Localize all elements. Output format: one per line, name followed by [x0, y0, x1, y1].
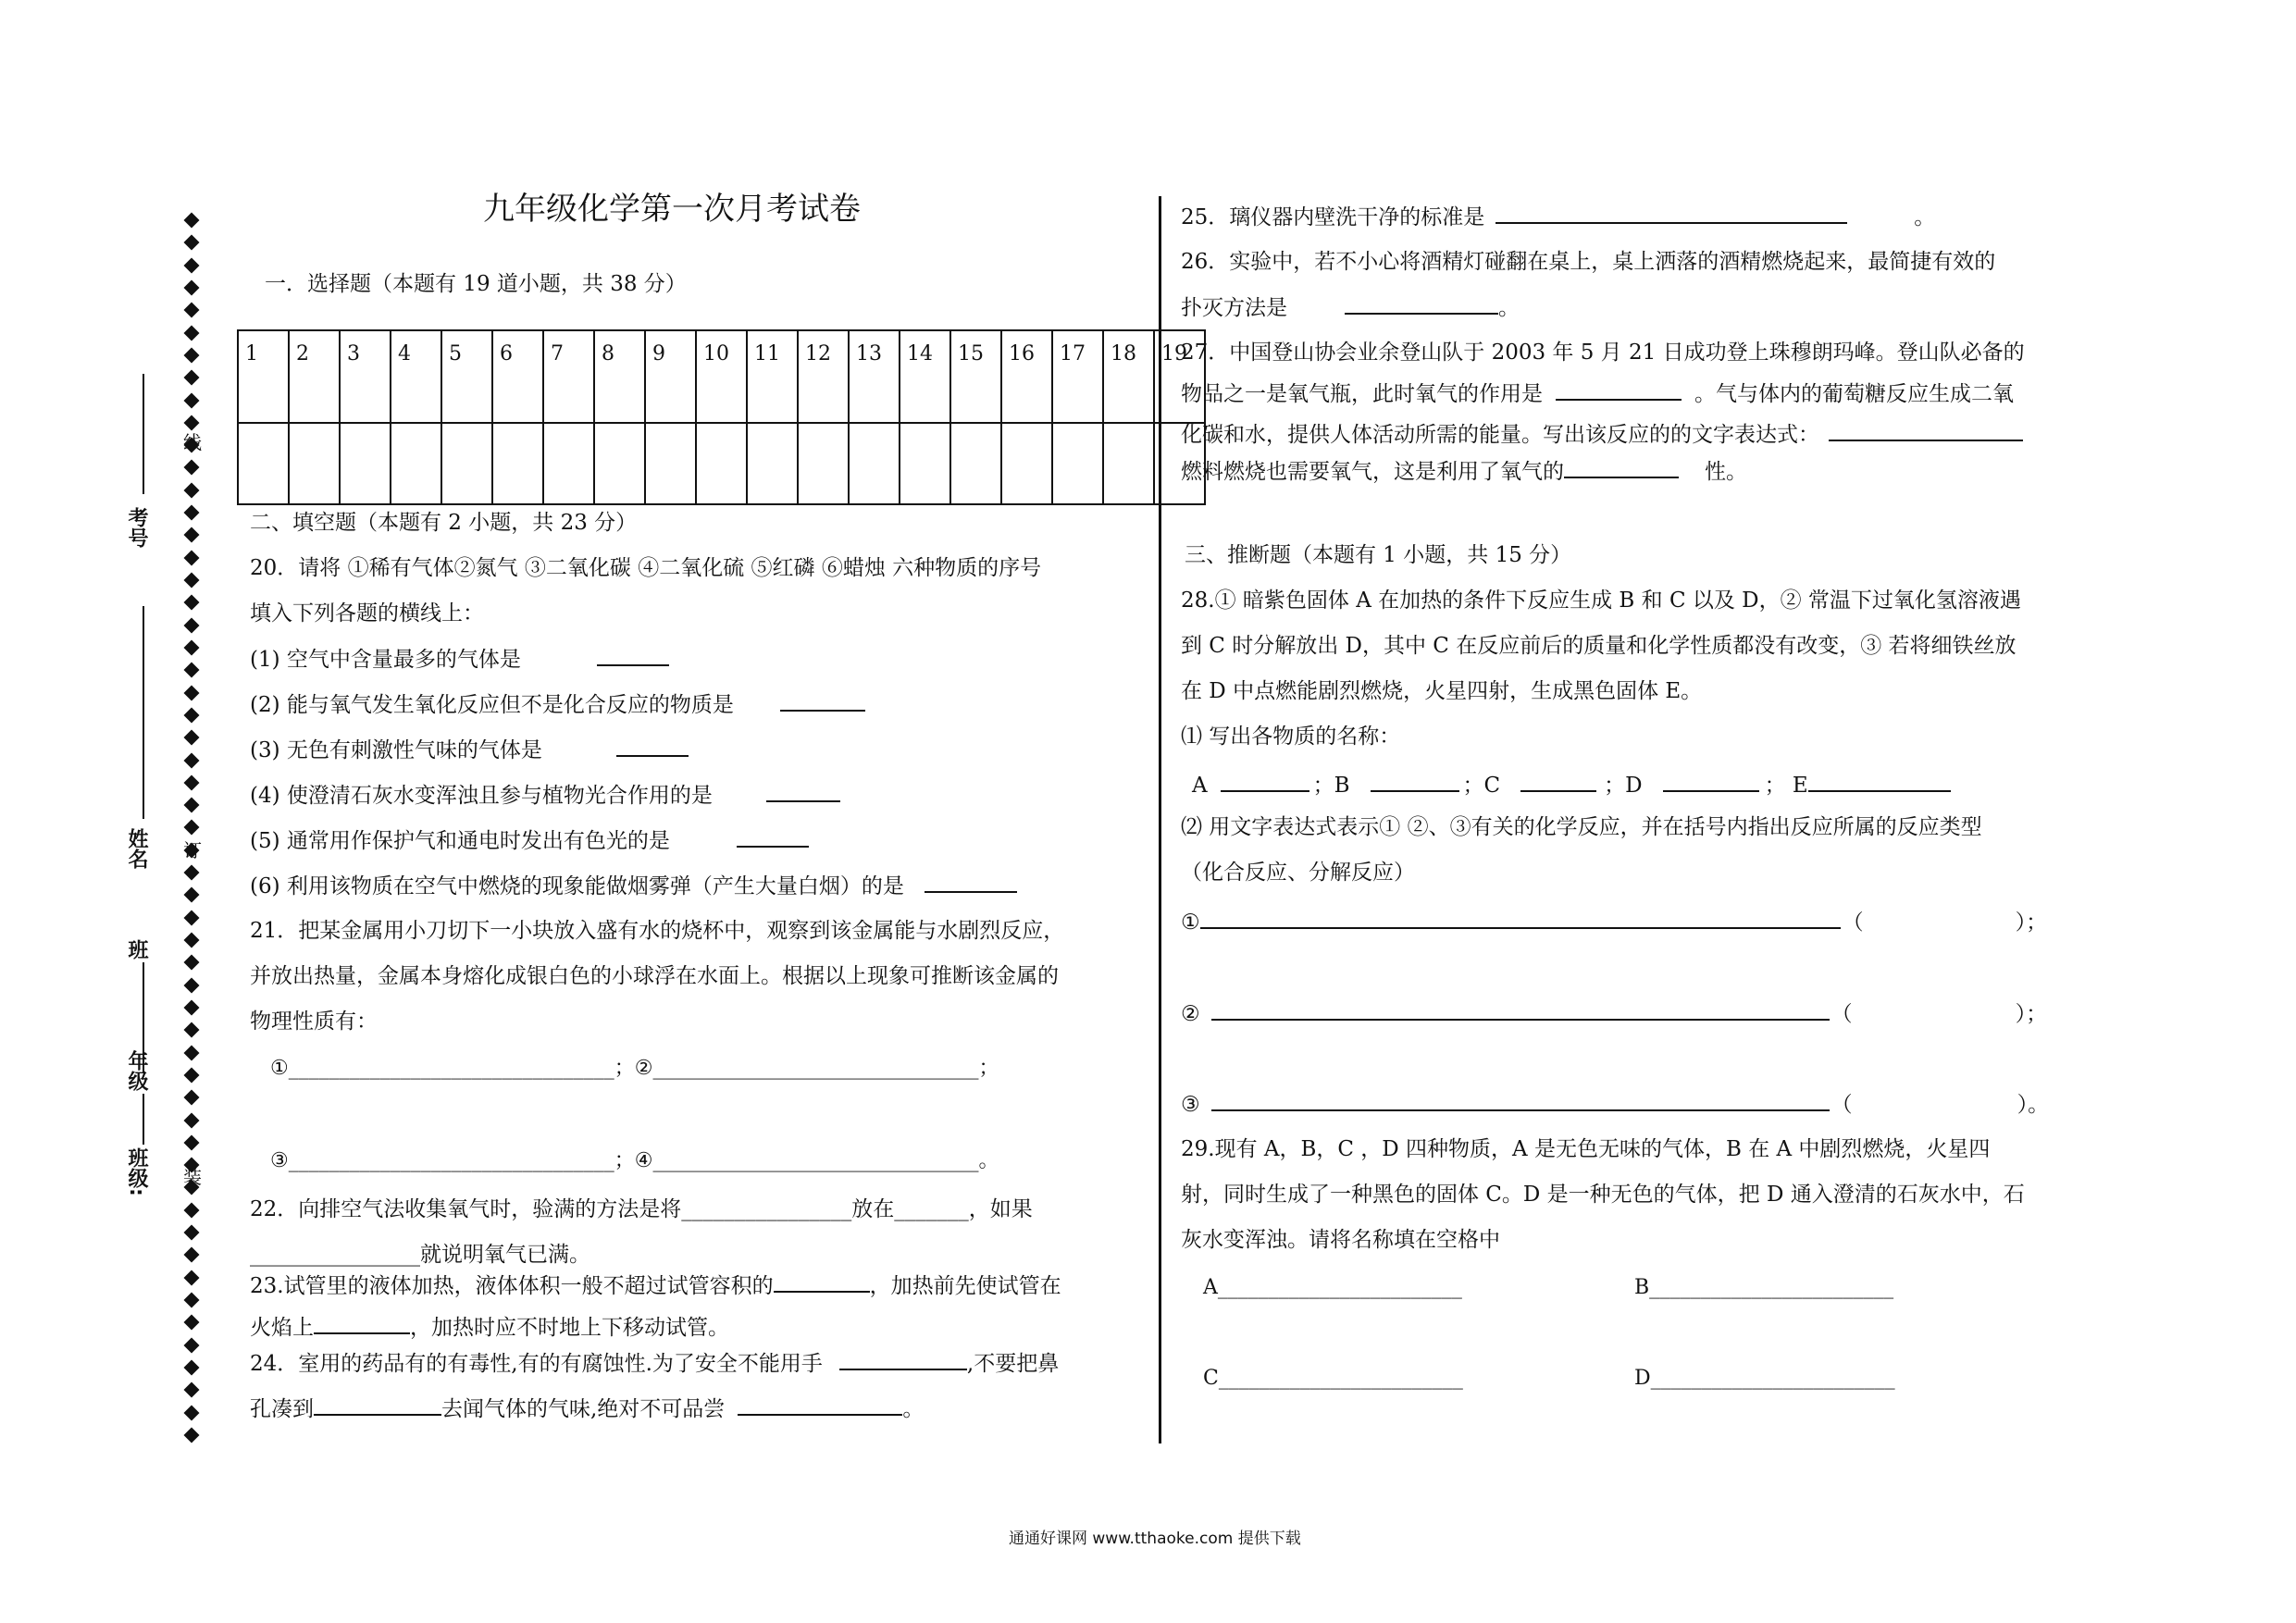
diamond-mark: [184, 303, 200, 318]
grid-number-cell: 9: [645, 330, 696, 423]
q28-line1: 28.① 暗紫色固体 A 在加热的条件下反应生成 B 和 C 以及 D，② 常温下过氧化氢溶液遇: [1181, 588, 2021, 613]
answer-blank[interactable]: [597, 642, 669, 666]
diamond-mark: [184, 279, 200, 295]
diamond-mark: [184, 933, 200, 948]
diamond-mark: [184, 1225, 200, 1241]
grid-number-cell: 6: [492, 330, 543, 423]
diamond-mark: [184, 1202, 200, 1218]
q20-item3: (3) 无色有刺激性气味的气体是: [250, 733, 689, 767]
q21-line1: 21．把某金属用小刀切下一小块放入盛有水的烧杯中，观察到该金属能与水剧烈反应，: [250, 919, 1065, 943]
q28-line3: 在 D 中点燃能剧烈燃烧，火星四射，生成黑色固体 E。: [1181, 679, 1703, 703]
grid-answer-cell[interactable]: [747, 423, 798, 504]
grid-number-cell: 13: [849, 330, 900, 423]
diamond-mark: [184, 1405, 200, 1420]
ban-ji-label: 班级:: [125, 1147, 148, 1196]
q20-line2: 填入下列各题的横线上：: [250, 601, 484, 626]
diamond-mark: [184, 1090, 200, 1106]
grid-number-cell: 19: [1154, 330, 1205, 423]
diamond-mark: [184, 910, 200, 925]
grid-number-cell: 4: [391, 330, 441, 423]
diamond-mark: [184, 235, 200, 251]
diamond-mark: [184, 527, 200, 543]
diamond-mark: [184, 505, 200, 521]
section3-heading: 三、推断题（本题有 1 小题，共 15 分）: [1185, 543, 1572, 567]
answer-blank-b[interactable]: [1371, 768, 1459, 792]
grid-number-cell: 10: [696, 330, 747, 423]
answer-blank[interactable]: [766, 778, 840, 802]
diamond-mark: [184, 887, 200, 903]
grid-number-cell: 5: [441, 330, 492, 423]
grid-answer-cell[interactable]: [798, 423, 849, 504]
q27-line2: 物品之一是氧气瓶，此时氧气的作用是 。气与体内的葡萄糖反应生成二氧: [1181, 377, 2014, 411]
answer-blank-c[interactable]: [1520, 768, 1596, 792]
binding-diamond-border: [181, 215, 202, 1441]
q21-line2: 并放出热量，金属本身熔化成银白色的小球浮在水面上。根据以上现象可推断该金属的: [250, 964, 1059, 988]
diamond-mark: [184, 865, 200, 881]
diamond-mark: [184, 1022, 200, 1038]
grid-number-cell: 18: [1103, 330, 1154, 423]
column-divider: [1159, 196, 1161, 1443]
q29-line1: 29.现有 A，B，C ，D 四种物质，A 是无色无味的气体，B 在 A 中剧烈燃烧，火星四: [1181, 1137, 1991, 1161]
answer-blank[interactable]: [1829, 417, 2023, 441]
grid-answer-cell[interactable]: [441, 423, 492, 504]
diamond-mark: [184, 1134, 200, 1150]
q29-line2: 射，同时生成了一种黑色的固体 C。D 是一种无色的气体，把 D 通入澄清的石灰水中，石: [1181, 1183, 2025, 1207]
name-line: [143, 606, 144, 819]
answer-blank[interactable]: [616, 733, 689, 757]
diamond-mark: [184, 573, 200, 588]
diamond-mark: [184, 663, 200, 678]
grid-number-cell: 8: [594, 330, 645, 423]
diamond-mark: [184, 617, 200, 633]
diamond-mark: [184, 707, 200, 723]
diamond-mark: [184, 1112, 200, 1128]
q29-answer-a: A________________________: [1203, 1276, 1462, 1299]
q20-item2: (2) 能与氧气发生氧化反应但不是化合反应的物质是: [250, 688, 865, 722]
answer-blank[interactable]: [839, 1346, 967, 1370]
diamond-mark: [184, 1270, 200, 1285]
q20-item5: (5) 通常用作保护气和通电时发出有色光的是: [250, 824, 809, 858]
answer-blank[interactable]: [1345, 291, 1498, 315]
grade-label: 年级: [125, 1050, 148, 1091]
diamond-mark: [184, 977, 200, 993]
diamond-mark: [184, 1359, 200, 1375]
q28-sub1: ⑴ 写出各物质的名称：: [1181, 725, 1401, 749]
answer-blank[interactable]: [1564, 454, 1679, 478]
diamond-mark: [184, 595, 200, 611]
answer-blank[interactable]: [1211, 1087, 1830, 1111]
diamond-mark: [184, 1382, 200, 1398]
diamond-mark: [184, 774, 200, 790]
q26-line2: 扑灭方法是 。: [1181, 291, 1520, 325]
q21-line3: 物理性质有：: [250, 1010, 378, 1034]
answer-blank[interactable]: [774, 1269, 870, 1293]
grid-answer-cell[interactable]: [289, 423, 340, 504]
diamond-mark: [184, 639, 200, 655]
grid-answer-cell[interactable]: [594, 423, 645, 504]
q28-names-row: A ；B ；C ；D ； E: [1192, 768, 1951, 802]
q28-reaction1: ① （ ）；: [1181, 905, 2047, 939]
diamond-mark: [184, 1427, 200, 1443]
grid-number-cell: 14: [900, 330, 950, 423]
grid-number-cell: 3: [340, 330, 391, 423]
diamond-mark: [184, 820, 200, 836]
page-title: 九年级化学第一次月考试卷: [483, 191, 861, 228]
grid-answer-cell[interactable]: [900, 423, 950, 504]
answer-blank-e[interactable]: [1808, 768, 1951, 792]
diamond-mark: [184, 1337, 200, 1353]
answer-blank[interactable]: [1556, 377, 1682, 401]
answer-blank[interactable]: [1496, 200, 1847, 224]
answer-blank[interactable]: [1211, 997, 1830, 1021]
grid-number-cell: 1: [238, 330, 289, 423]
answer-blank[interactable]: [780, 688, 865, 712]
q22-line2: ________________就说明氧气已满。: [250, 1243, 590, 1267]
diamond-mark: [184, 460, 200, 476]
exam-no-line: [143, 374, 144, 494]
diamond-mark: [184, 550, 200, 565]
section1-heading: 一．选择题（本题有 19 道小题，共 38 分）: [265, 272, 687, 296]
q28-line2: 到 C 时分解放出 D，其中 C 在反应前后的质量和化学性质都没有改变，③ 若将细铁丝放: [1181, 634, 2017, 658]
answer-blank[interactable]: [1200, 905, 1841, 929]
grid-number-cell: 2: [289, 330, 340, 423]
diamond-mark: [184, 482, 200, 498]
grid-answer-cell[interactable]: [1103, 423, 1154, 504]
q29-answer-d: D________________________: [1634, 1367, 1895, 1390]
grid-answer-cell[interactable]: [849, 423, 900, 504]
diamond-mark: [184, 798, 200, 813]
diamond-mark: [184, 392, 200, 408]
grid-answer-cell[interactable]: [238, 423, 289, 504]
diamond-mark: [184, 1045, 200, 1060]
q24-line2: 孔凑到 去闻气体的气味,绝对不可品尝 。: [250, 1392, 924, 1426]
grid-number-cell: 16: [1001, 330, 1052, 423]
q24-line1: 24．室用的药品有的有毒性,有的有腐蚀性.为了安全不能用手 ,不要把鼻: [250, 1346, 1059, 1381]
exam-no-label: 考号: [125, 507, 148, 548]
q29-line3: 灰水变浑浊。请将名称填在空格中: [1181, 1228, 1500, 1252]
grid-answer-cell[interactable]: [391, 423, 441, 504]
q27-line1: 27．中国登山协会业余登山队于 2003 年 5 月 21 日成功登上珠穆朗玛峰。登山队必备的: [1181, 341, 2025, 365]
diamond-mark: [184, 347, 200, 363]
diamond-mark: [184, 1067, 200, 1083]
diamond-mark: [184, 1315, 200, 1331]
grid-answer-cell[interactable]: [340, 423, 391, 504]
binding-char-zhuang: 装: [183, 1166, 202, 1188]
grid-number-cell: 7: [543, 330, 594, 423]
answer-blank[interactable]: [925, 869, 1017, 893]
class-label: 班: [125, 939, 148, 960]
grid-answer-cell[interactable]: [1001, 423, 1052, 504]
diamond-mark: [184, 685, 200, 700]
grid-number-cell: 11: [747, 330, 798, 423]
grid-answer-cell[interactable]: [1052, 423, 1103, 504]
grid-answer-cell[interactable]: [543, 423, 594, 504]
section2-heading: 二、填空题（本题有 2 小题，共 23 分）: [250, 511, 638, 535]
diamond-mark: [184, 1293, 200, 1308]
diamond-mark: [184, 257, 200, 273]
q21-answers-b: ③________________________________；④________________________________。: [270, 1149, 999, 1172]
q20-item4: (4) 使澄清石灰水变浑浊且参与植物光合作用的是: [250, 778, 840, 812]
q27-line3: 化碳和水，提供人体活动所需的能量。写出该反应的的文字表达式：: [1181, 417, 2023, 452]
q28-sub2b: （化合反应、分解反应）: [1181, 861, 1415, 885]
q29-answer-c: C________________________: [1203, 1367, 1463, 1390]
grid-number-cell: 17: [1052, 330, 1103, 423]
q20-item6: (6) 利用该物质在空气中燃烧的现象能做烟雾弹（产生大量白烟）的是: [250, 869, 1017, 903]
answer-blank[interactable]: [314, 1392, 441, 1416]
q29-answer-b: B________________________: [1634, 1276, 1894, 1299]
grid-answer-cell[interactable]: [645, 423, 696, 504]
grid-answer-cell[interactable]: [950, 423, 1001, 504]
binding-char-ding: 订: [183, 839, 202, 861]
name-label: 姓名: [125, 828, 148, 869]
q23-line2: 火焰上 ，加热时应不时地上下移动试管。: [250, 1310, 729, 1344]
diamond-mark: [184, 325, 200, 341]
grid-answer-cell[interactable]: [492, 423, 543, 504]
q20-item1: (1) 空气中含量最多的气体是: [250, 642, 669, 676]
answer-blank[interactable]: [738, 1392, 902, 1416]
answer-blank[interactable]: [737, 824, 809, 848]
q26-line1: 26．实验中，若不小心将酒精灯碰翻在桌上，桌上洒落的酒精燃烧起来，最简捷有效的: [1181, 250, 1996, 274]
answer-blank-a[interactable]: [1221, 768, 1309, 792]
q28-sub2: ⑵ 用文字表达式表示① ②、③有关的化学反应，并在括号内指出反应所属的反应类型: [1181, 815, 1982, 839]
q22-line1: 22．向排空气法收集氧气时，验满的方法是将________________放在_______，如果: [250, 1197, 1033, 1221]
grid-answer-cell[interactable]: [696, 423, 747, 504]
grid-number-cell: 12: [798, 330, 849, 423]
diamond-mark: [184, 999, 200, 1015]
q25: 25．璃仪器内壁洗干净的标准是 。: [1181, 200, 1935, 234]
diamond-mark: [184, 1247, 200, 1263]
q23-line1: 23.试管里的液体加热，液体体积一般不超过试管容积的 ，加热前先使试管在: [250, 1269, 1061, 1303]
binding-char-xian: 线: [183, 431, 202, 453]
answer-blank-d[interactable]: [1663, 768, 1759, 792]
diamond-mark: [184, 213, 200, 229]
q27-line4: 燃料燃烧也需要氧气，这是利用了氧气的 性。: [1181, 454, 1747, 489]
diamond-mark: [184, 955, 200, 971]
grade-line: [143, 1094, 144, 1145]
q28-reaction3: ③ （ ）。: [1181, 1087, 2049, 1121]
grid-number-cell: 15: [950, 330, 1001, 423]
footer-credit: 通通好课网 www.tthaoke.com 提供下载: [1009, 1530, 1301, 1548]
diamond-mark: [184, 370, 200, 386]
diamond-mark: [184, 752, 200, 768]
answer-blank[interactable]: [314, 1310, 410, 1334]
q28-reaction2: ② （ ）；: [1181, 997, 2047, 1031]
q20-line1: 20．请将 ①稀有气体②氮气 ③二氧化碳 ④二氧化硫 ⑤红磷 ⑥蜡烛 六种物质的序号: [250, 556, 1042, 580]
answer-grid: [237, 329, 1206, 505]
diamond-mark: [184, 730, 200, 746]
q21-answers-a: ①________________________________；②________________________________；: [270, 1057, 999, 1080]
